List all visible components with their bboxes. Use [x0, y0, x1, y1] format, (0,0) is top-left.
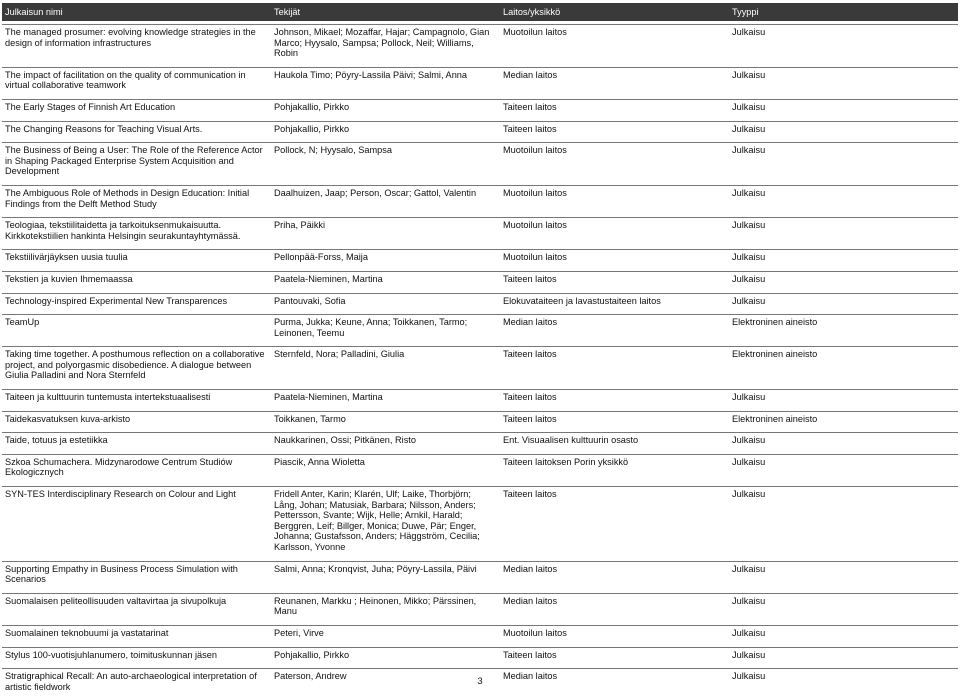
publication-type-cell: Julkaisu [729, 142, 958, 182]
authors-cell: Haukola Timo; Pöyry-Lassila Päivi; Salmi, Anna [271, 67, 500, 96]
table-row [2, 271, 958, 290]
publications-table [2, 0, 958, 700]
publication-type-cell: Julkaisu [729, 249, 958, 268]
department-cell: Elokuvataiteen ja lavastustaiteen laitos [500, 293, 729, 312]
department-cell: Muotoilun laitos [500, 249, 729, 268]
authors-cell: Salmi, Anna; Kronqvist, Juha; Pöyry-Lassila, Päivi [271, 561, 500, 590]
publication-title-cell: Teologiaa, tekstiilitaidetta ja tarkoituksenmukaisuutta. Kirkkotekstiilien hankinta Helsingin seurakuntayhtymässä. [2, 217, 271, 246]
publication-type-cell: Julkaisu [729, 293, 958, 312]
page-number: 3 [477, 676, 483, 687]
authors-cell: Paterson, Andrew [271, 668, 500, 697]
publication-type-cell: Julkaisu [729, 121, 958, 140]
department-cell: Taiteen laitos [500, 271, 729, 290]
publication-type-cell: Julkaisu [729, 271, 958, 290]
publication-type-cell: Julkaisu [729, 217, 958, 246]
department-cell: Median laitos [500, 561, 729, 590]
department-cell: Taiteen laitos [500, 121, 729, 140]
department-cell: Median laitos [500, 314, 729, 343]
header-title: Julkaisun nimi [2, 3, 271, 21]
publication-title-cell: SYN-TES Interdisciplinary Research on Colour and Light [2, 486, 271, 558]
table-row [2, 293, 958, 312]
department-cell: Taiteen laitos [500, 486, 729, 558]
publication-type-cell: Julkaisu [729, 593, 958, 622]
publication-title-cell: Suomalainen teknobuumi ja vastatarinat [2, 625, 271, 644]
publication-type-cell: Julkaisu [729, 67, 958, 96]
table-row [2, 561, 958, 590]
authors-cell: Peteri, Virve [271, 625, 500, 644]
authors-cell: Toikkanen, Tarmo [271, 411, 500, 430]
header-department: Laitos/yksikkö [500, 3, 729, 21]
publication-title-cell: The Business of Being a User: The Role of the Reference Actor in Shaping Packaged Enterprise System Acquisition and Development [2, 142, 271, 182]
authors-cell: Pohjakallio, Pirkko [271, 647, 500, 666]
department-cell: Muotoilun laitos [500, 142, 729, 182]
table-header [2, 3, 958, 21]
publication-type-cell: Julkaisu [729, 99, 958, 118]
publication-type-cell: Julkaisu [729, 185, 958, 214]
department-cell: Median laitos [500, 593, 729, 622]
publication-title-cell: The Early Stages of Finnish Art Education [2, 99, 271, 118]
publication-title-cell: The Ambiguous Role of Methods in Design Education: Initial Findings from the Delft Method Study [2, 185, 271, 214]
department-cell: Taiteen laitos [500, 346, 729, 386]
department-cell: Taiteen laitos [500, 647, 729, 666]
authors-cell: Sternfeld, Nora; Palladini, Giulia [271, 346, 500, 386]
publication-title-cell: Taide, totuus ja estetiikka [2, 432, 271, 451]
publication-title-cell: TeamUp [2, 314, 271, 343]
table-row [2, 432, 958, 451]
authors-cell: Johnson, Mikael; Mozaffar, Hajar; Campagnolo, Gian Marco; Hyysalo, Sampsa; Pollock, Neil; Williams, Robin [271, 24, 500, 64]
authors-cell: Pollock, N; Hyysalo, Sampsa [271, 142, 500, 182]
publication-title-cell: Technology-inspired Experimental New Transparences [2, 293, 271, 312]
authors-cell: Pohjakallio, Pirkko [271, 121, 500, 140]
publication-type-cell: Julkaisu [729, 625, 958, 644]
publication-title-cell: Taking time together. A posthumous reflection on a collaborative project, and polyorgasmic disobedience. A dialogue between Giulia Palladini and Nora Sternfeld [2, 346, 271, 386]
department-cell: Muotoilun laitos [500, 24, 729, 64]
authors-cell: Priha, Päikki [271, 217, 500, 246]
publication-title-cell: The Changing Reasons for Teaching Visual Arts. [2, 121, 271, 140]
department-cell: Median laitos [500, 668, 729, 697]
publication-type-cell: Julkaisu [729, 561, 958, 590]
table-row [2, 625, 958, 644]
authors-cell: Piascik, Anna Wioletta [271, 454, 500, 483]
publication-type-cell: Julkaisu [729, 486, 958, 558]
publication-title-cell: Supporting Empathy in Business Process Simulation with Scenarios [2, 561, 271, 590]
department-cell: Muotoilun laitos [500, 625, 729, 644]
table-row [2, 99, 958, 118]
authors-cell: Naukkarinen, Ossi; Pitkänen, Risto [271, 432, 500, 451]
authors-cell: Reunanen, Markku ; Heinonen, Mikko; Pärssinen, Manu [271, 593, 500, 622]
authors-cell: Paatela-Nieminen, Martina [271, 389, 500, 408]
publication-type-cell: Elektroninen aineisto [729, 411, 958, 430]
authors-cell: Pellonpää-Forss, Maija [271, 249, 500, 268]
table-row [2, 67, 958, 96]
publication-type-cell: Elektroninen aineisto [729, 346, 958, 386]
table-row [2, 314, 958, 343]
publication-title-cell: Tekstiilivärjäyksen uusia tuulia [2, 249, 271, 268]
publication-type-cell: Julkaisu [729, 454, 958, 483]
table-row [2, 454, 958, 483]
table-row [2, 217, 958, 246]
publication-title-cell: Szkoa Schumachera. Midzynarodowe Centrum Studiów Ekologicznych [2, 454, 271, 483]
table-row [2, 486, 958, 558]
header-row [2, 3, 958, 21]
table-row [2, 346, 958, 386]
table-row [2, 185, 958, 214]
department-cell: Ent. Visuaalisen kulttuurin osasto [500, 432, 729, 451]
authors-cell: Purma, Jukka; Keune, Anna; Toikkanen, Tarmo; Leinonen, Teemu [271, 314, 500, 343]
department-cell: Taiteen laitos [500, 389, 729, 408]
publication-title-cell: Taiteen ja kulttuurin tuntemusta intertekstuaalisesti [2, 389, 271, 408]
publication-title-cell: Stratigraphical Recall: An auto-archaeological interpretation of artistic fieldwork [2, 668, 271, 697]
publication-title-cell: Tekstien ja kuvien Ihmemaassa [2, 271, 271, 290]
table-row [2, 249, 958, 268]
publication-type-cell: Julkaisu [729, 24, 958, 64]
header-authors: Tekijät [271, 3, 500, 21]
publication-type-cell: Julkaisu [729, 668, 958, 697]
department-cell: Taiteen laitoksen Porin yksikkö [500, 454, 729, 483]
publication-title-cell: Taidekasvatuksen kuva-arkisto [2, 411, 271, 430]
table-row [2, 593, 958, 622]
department-cell: Muotoilun laitos [500, 185, 729, 214]
publication-title-cell: Suomalaisen peliteollisuuden valtavirtaa ja sivupolkuja [2, 593, 271, 622]
department-cell: Muotoilun laitos [500, 217, 729, 246]
table-row [2, 121, 958, 140]
publication-title-cell: The impact of facilitation on the quality of communication in virtual collaborative teamwork [2, 67, 271, 96]
publication-type-cell: Julkaisu [729, 647, 958, 666]
table-row [2, 647, 958, 666]
department-cell: Taiteen laitos [500, 411, 729, 430]
authors-cell: Fridell Anter, Karin; Klarén, Ulf; Laike, Thorbjörn; Lång, Johan; Matusiak, Barbara; Nilsson, Anders; Pettersson, Svante; Wijk, Helle; Arnkil, Harald; Berggren, Leif; Billger, Monica; Duwe, Pär; Enger, Johanna; Gustafsson, Anders; Häggström, Cecilia; Karlsson, Yvonne [271, 486, 500, 558]
table-row [2, 24, 958, 64]
table-row [2, 411, 958, 430]
header-type: Tyyppi [729, 3, 958, 21]
table-row [2, 389, 958, 408]
department-cell: Median laitos [500, 67, 729, 96]
table-row [2, 142, 958, 182]
publication-type-cell: Elektroninen aineisto [729, 314, 958, 343]
publication-type-cell: Julkaisu [729, 432, 958, 451]
publication-title-cell: Stylus 100-vuotisjuhlanumero, toimituskunnan jäsen [2, 647, 271, 666]
authors-cell: Paatela-Nieminen, Martina [271, 271, 500, 290]
authors-cell: Daalhuizen, Jaap; Person, Oscar; Gattol, Valentin [271, 185, 500, 214]
table-body [2, 24, 958, 697]
authors-cell: Pohjakallio, Pirkko [271, 99, 500, 118]
publication-title-cell: The managed prosumer: evolving knowledge strategies in the design of information infrastructures [2, 24, 271, 64]
authors-cell: Pantouvaki, Sofia [271, 293, 500, 312]
publication-type-cell: Julkaisu [729, 389, 958, 408]
department-cell: Taiteen laitos [500, 99, 729, 118]
